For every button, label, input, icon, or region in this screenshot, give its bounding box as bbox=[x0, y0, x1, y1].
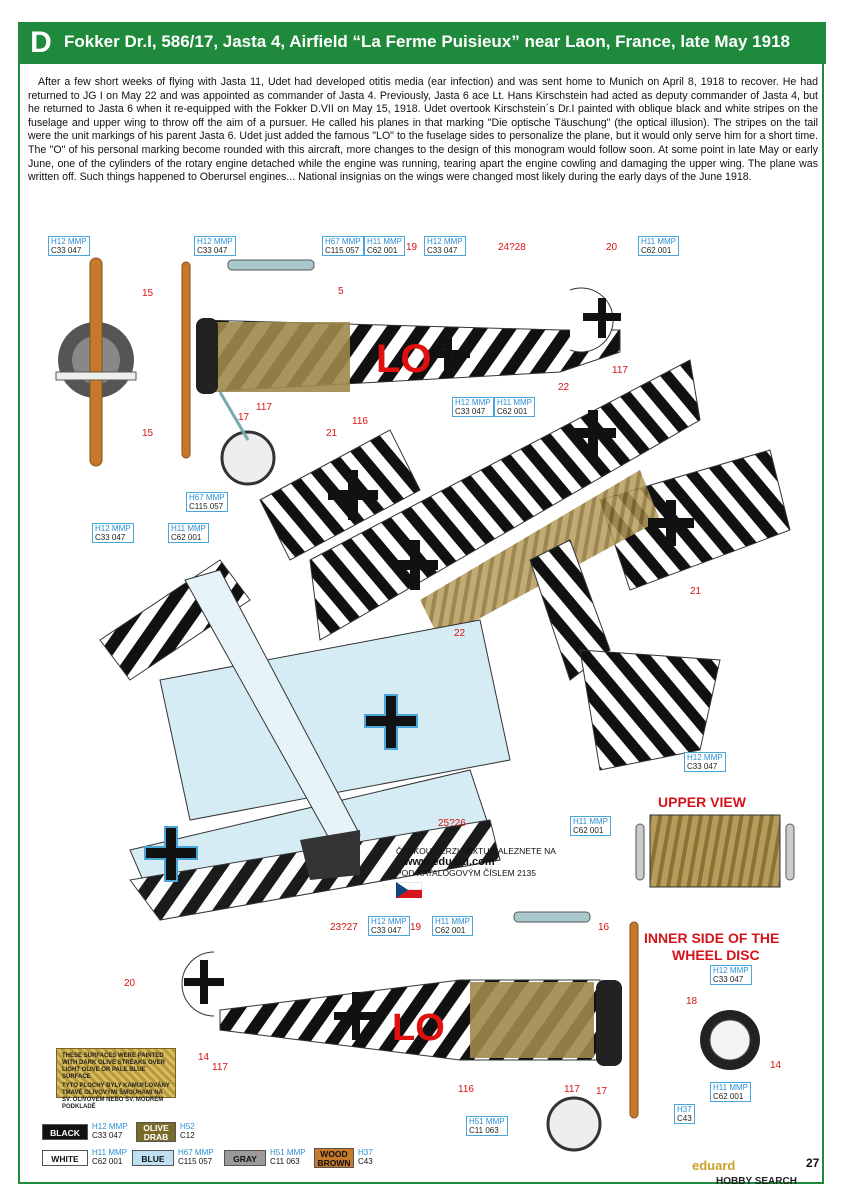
ref-number: 15 bbox=[142, 288, 154, 299]
czech-note bbox=[396, 846, 576, 901]
callout-h12: H12 MMP C33 047 bbox=[452, 397, 494, 417]
callout-h11: H11 MMP C62 001 bbox=[570, 816, 611, 836]
callout-h11: H11 MMP C62 001 bbox=[432, 916, 473, 936]
callout-h11: H11 MMP C62 001 bbox=[494, 397, 535, 417]
legend-code-gray: H51 MMP C11 063 bbox=[270, 1148, 306, 1166]
callout-h12: H12 MMP C33 047 bbox=[368, 916, 410, 936]
scheme-letter: D bbox=[30, 26, 52, 59]
ref-number: 15 bbox=[142, 428, 154, 439]
upper-view-panel bbox=[636, 815, 794, 887]
callout-h12: H12 MMP C33 047 bbox=[424, 236, 466, 256]
legend-swatch-black: BLACK bbox=[42, 1124, 88, 1140]
legend-swatch-olive: OLIVE DRAB bbox=[136, 1122, 176, 1142]
legend-code-black: H12 MMP C33 047 bbox=[92, 1122, 128, 1140]
legend-code-wood: H37 C43 bbox=[358, 1148, 373, 1166]
callout-h67: H67 MMP C115 057 bbox=[186, 492, 228, 512]
ref-number: 117 bbox=[564, 1084, 580, 1095]
ref-number: 14 bbox=[770, 1060, 782, 1071]
ref-number: 17 bbox=[238, 412, 250, 423]
ref-number: 22 bbox=[454, 628, 466, 639]
ref-number: 23?27 bbox=[330, 922, 358, 933]
camouflage-note: THESE SURFACES WERE PAINTED WITH DARK OLIVE STREAKS OVER LIGHT OLIVE OR PALE BLUE SURFACE TYTO PLOCHY BYLY KAMUFLOVÁNY TMAVĚ OLIVOVÝMI ŠMOUHAMI NA SV. OLIVOVÉM NEBO SV. MODRÉM PODKLADĚ bbox=[56, 1048, 176, 1098]
eduard-logo: eduard bbox=[692, 1158, 736, 1173]
ref-number: 5 bbox=[338, 286, 344, 297]
ref-number: 117 bbox=[256, 402, 272, 413]
callout-h37: H37 C43 bbox=[674, 1104, 695, 1124]
ref-number: 22 bbox=[558, 382, 570, 393]
legend-code-olive: H52 C12 bbox=[180, 1122, 195, 1140]
callout-h11: H11 MMP C62 001 bbox=[168, 523, 209, 543]
ref-number: 25?26 bbox=[438, 818, 466, 829]
wheel-disc-title-line2: WHEEL DISC bbox=[672, 947, 760, 963]
ref-number: 20 bbox=[606, 242, 618, 253]
svg-text:LO: LO bbox=[376, 337, 432, 381]
svg-text:LO: LO bbox=[392, 1007, 445, 1049]
upper-view-title: UPPER VIEW bbox=[658, 794, 746, 810]
legend-swatch-blue: BLUE bbox=[132, 1150, 174, 1166]
front-view bbox=[56, 258, 136, 466]
wheel-disc-inner bbox=[700, 1010, 760, 1070]
czech-note-line3: POD KATALOGOVÝM ČÍSLEM 2135 bbox=[396, 868, 536, 878]
side-profile-bottom bbox=[182, 912, 638, 1150]
ref-number: 117 bbox=[212, 1062, 228, 1073]
ref-number: 14 bbox=[198, 1052, 210, 1063]
ref-number: 20 bbox=[124, 978, 136, 989]
callout-h51: H51 MMP C11 063 bbox=[466, 1116, 508, 1136]
callout-h11: H11 MMP C62 001 bbox=[638, 236, 679, 256]
callout-h11: H11 MMP C62 001 bbox=[710, 1082, 751, 1102]
ref-number: 17 bbox=[596, 1086, 608, 1097]
ref-number: 19 bbox=[406, 242, 418, 253]
legend-swatch-white: WHITE bbox=[42, 1150, 88, 1166]
czech-note-line1: ČESKOU VERZI TEXTU NALEZNETE NA bbox=[396, 846, 556, 856]
legend-code-blue: H67 MMP C115 057 bbox=[178, 1148, 214, 1166]
legend-swatch-wood: WOOD BROWN bbox=[314, 1148, 354, 1168]
ref-number: 116 bbox=[352, 416, 368, 427]
page-number: 27 bbox=[806, 1156, 820, 1170]
czech-flag-icon bbox=[396, 882, 422, 898]
callout-h12: H12 MMP C33 047 bbox=[710, 965, 752, 985]
ref-number: 16 bbox=[598, 922, 610, 933]
scheme-title: Fokker Dr.I, 586/17, Jasta 4, Airfield “La Ferme Puisieux” near Laon, France, late May 1918 bbox=[64, 32, 790, 51]
legend-swatch-gray: GRAY bbox=[224, 1150, 266, 1166]
ref-number: 18 bbox=[686, 996, 698, 1007]
ref-number: 117 bbox=[612, 365, 628, 376]
callout-h12: H12 MMP C33 047 bbox=[194, 236, 236, 256]
callout-h67: H67 MMP C115 057 bbox=[322, 236, 364, 256]
callout-h12: H12 MMP C33 047 bbox=[92, 523, 134, 543]
history-text: After a few short weeks of flying with Jasta 11, Udet had developed otitis media (ear infection) and was sent home to Munich on April 8, 1918 to recover. He had returned to JG I on May 22 and was appointed as commander of Jasta 4. Previously, Jasta 6 ace Lt. Hans Kirschstein had acted as deputy commander of Jasta 4, but he returned to Jasta 6 when it re-equipped with the Fokker D.VII on May 15, 1918. Udet overtook Kirschstein´s Dr.I painted with oblique black and white stripes on the fuselage and upper wing to throw off the aim of a pursuer. He called his planes in that marking "Die optische Täuschung" (the optical illusion). The stripes on the tail were the unit markings of his parent Jasta 6. Udet just added the famous "LO" to the fuselage sides to personalize the plane, but it would only serve him for a short time. The "O" of his personal marking become rounded with this aircraft, more changes to the design of this monogram would follow soon. At some point in late May or early June, one of the cylinders of the rotary engine detached while the engine was running, tearing apart the engine cowling and damaging the upper wing. The plane was written off. Such things happened to Oberursel engines... National insignias on the wings were changed most likely during the early days of the June 1918. bbox=[28, 76, 818, 184]
wheel-disc-title-line1: INNER SIDE OF THE bbox=[644, 930, 780, 946]
legend-code-white: H11 MMP C62 001 bbox=[92, 1148, 127, 1166]
ref-number: 21 bbox=[690, 586, 702, 597]
ref-number: 24?28 bbox=[498, 242, 526, 253]
ref-number: 116 bbox=[458, 1084, 474, 1095]
website-link[interactable]: www.eduard.com bbox=[404, 856, 495, 868]
ref-number: 19 bbox=[410, 922, 422, 933]
watermark: HOBBY SEARCH bbox=[716, 1176, 797, 1187]
ref-number: 21 bbox=[326, 428, 338, 439]
callout-h11: H11 MMP C62 001 bbox=[364, 236, 405, 256]
callout-h12: H12 MMP C33 047 bbox=[684, 752, 726, 772]
callout-h12: H12 MMP C33 047 bbox=[48, 236, 90, 256]
